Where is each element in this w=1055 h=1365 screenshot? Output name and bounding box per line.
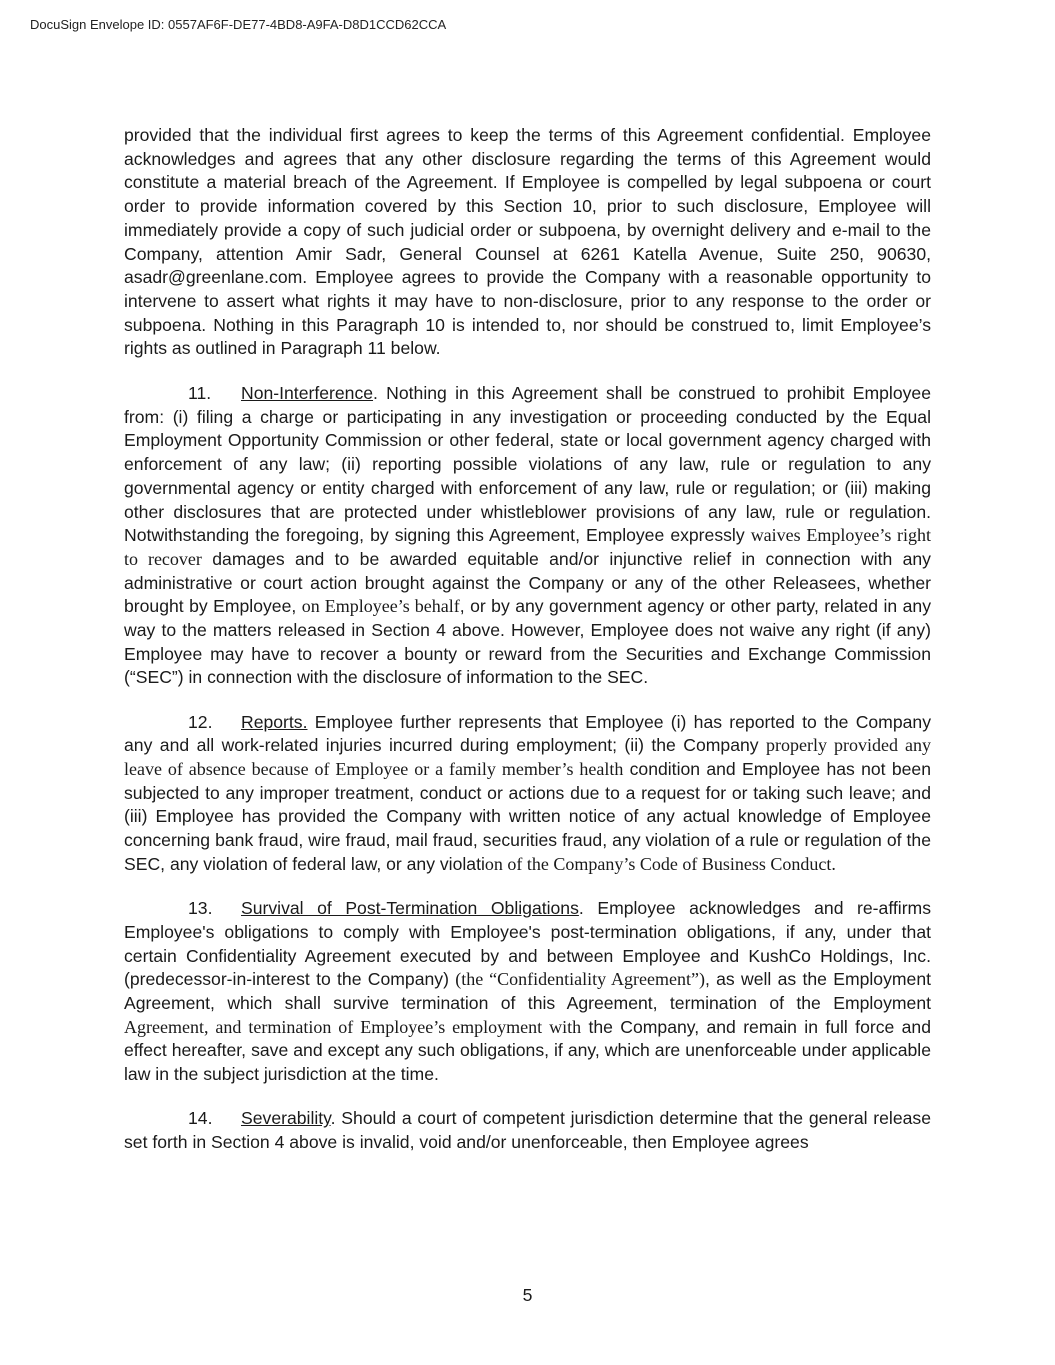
section-number: 11.	[188, 383, 212, 404]
section-heading-severability: Severability	[241, 1108, 331, 1129]
section-text-serif: waives Employee’s right to recover	[124, 525, 931, 569]
section-heading-non-interference: Non-Interference	[241, 383, 374, 404]
section-text-serif: (the “Confidentiality Agreement”)	[455, 969, 705, 990]
paragraph-14	[124, 1107, 931, 1154]
section-text-serif: on Employee’s behalf	[301, 596, 460, 617]
section-text: . Nothing in this Agreement shall be construed to prohibit Employee from: (i) filing a charge or participating in any investigation or proceeding conducted by the Equal Employment Opportunity Commission or other federal, state or local government agency charged with enforcement of any law; (ii) reporting possible violations of any law, rule or regulation to any governmental agency or entity charged with enforcement of any law, rule or regulation; or (iii) making other disclosures that are protected under whistleblower provisions of any law, rule or regulation. Notwithstanding the foregoing, by signing this Agreement, Employee expressly	[124, 383, 931, 546]
section-number: 14.	[188, 1108, 213, 1129]
paragraph-13	[124, 897, 931, 1087]
section-text: , as well as the Employment Agreement, which shall survive termination of this Agreement, termination of the Employment	[124, 969, 931, 1013]
section-number: 13.	[188, 898, 213, 919]
section-text: . Employee acknowledges and re-affirms Employee's obligations to comply with Employee's post-termination obligations, if any, under that certain Confidentiality Agreement executed by and between Employee and KushCo Holdings, Inc. (predecessor-in-interest to the Company)	[124, 898, 932, 990]
section-text-serif: Agreement, and termination of Employee’s employment with	[124, 1016, 582, 1037]
section-text-serif: on of the Company’s Code of Business Conduct.	[484, 853, 836, 874]
section-text: condition and Employee has not been subjected to any improper treatment, conduct or actions due to a request for or taking such leave; and (iii) Employee has provided the Company with written notice of any actual knowledge of Employee concerning bank fraud, wire fraud, mail fraud, securities fraud, any violation of a rule or regulation of the SEC, any violation of federal law, or any violati	[124, 759, 931, 874]
paragraph-10-continued: provided that the individual first agrees to keep the terms of this Agreement confidential. Employee acknowledges and agrees that any other disclosure regarding the terms of this Agreement would constitute a material breach of the Agreement. If Employee is compelled by legal subpoena or court order to provide information covered by this Section 10, prior to such disclosure, Employee will immediately provide a copy of such judicial order or subpoena, by overnight delivery and e-mail to the Company, attention Amir Sadr, General Counsel at 6261 Katella Avenue, Suite 250, 90630, asadr@greenlane.com. Employee agrees to provide the Company with a reasonable opportunity to intervene to assert what rights it may have to non-disclosure, prior to any response to the order or subpoena. Nothing in this Paragraph 10 is intended to, nor should be construed to, limit Employee’s rights as outlined in Paragraph 11 below.	[124, 125, 931, 359]
paragraph-11	[124, 382, 931, 690]
page-number: 5	[522, 1285, 533, 1305]
docusign-envelope-id: DocuSign Envelope ID: 0557AF6F-DE77-4BD8-A9FA-D8D1CCD62CCA	[30, 17, 447, 32]
section-text: . Should a court of competent jurisdiction determine that the general release set forth in Section 4 above is invalid, void and/or unenforceable, then Employee agrees	[124, 1108, 931, 1152]
section-text: , or by any government agency or other party, related in any way to the matters released in Section 4 above. However, Employee does not waive any right (if any) Employee may have to recover a bounty or reward from the Securities and Exchange Commission (“SEC”) in connection with the disclosure of information to the SEC.	[124, 596, 931, 688]
section-heading-survival: Survival of Post-Termination Obligations	[241, 898, 579, 919]
section-text: damages and to be awarded equitable and/or injunctive relief in connection with any administrative or court action brought against the Company or any of the other Releasees, whether brought by Employee,	[124, 548, 931, 617]
section-text: Employee further represents that Employee (i) has reported to the Company any and all work-related injuries incurred during employment; (ii) the Company	[124, 711, 931, 756]
section-text: the Company, and remain in full force and effect hereafter, save and except any such obligations, if any, which are unenforceable under applicable law in the subject jurisdiction at the time.	[124, 1016, 931, 1085]
section-heading-reports: Reports.	[241, 711, 308, 732]
section-text-serif: properly provided any leave of absence because of Employee or a family member’s health	[124, 735, 932, 780]
paragraph-12	[124, 711, 931, 877]
document-body	[124, 124, 931, 1175]
section-number: 12.	[188, 711, 213, 732]
